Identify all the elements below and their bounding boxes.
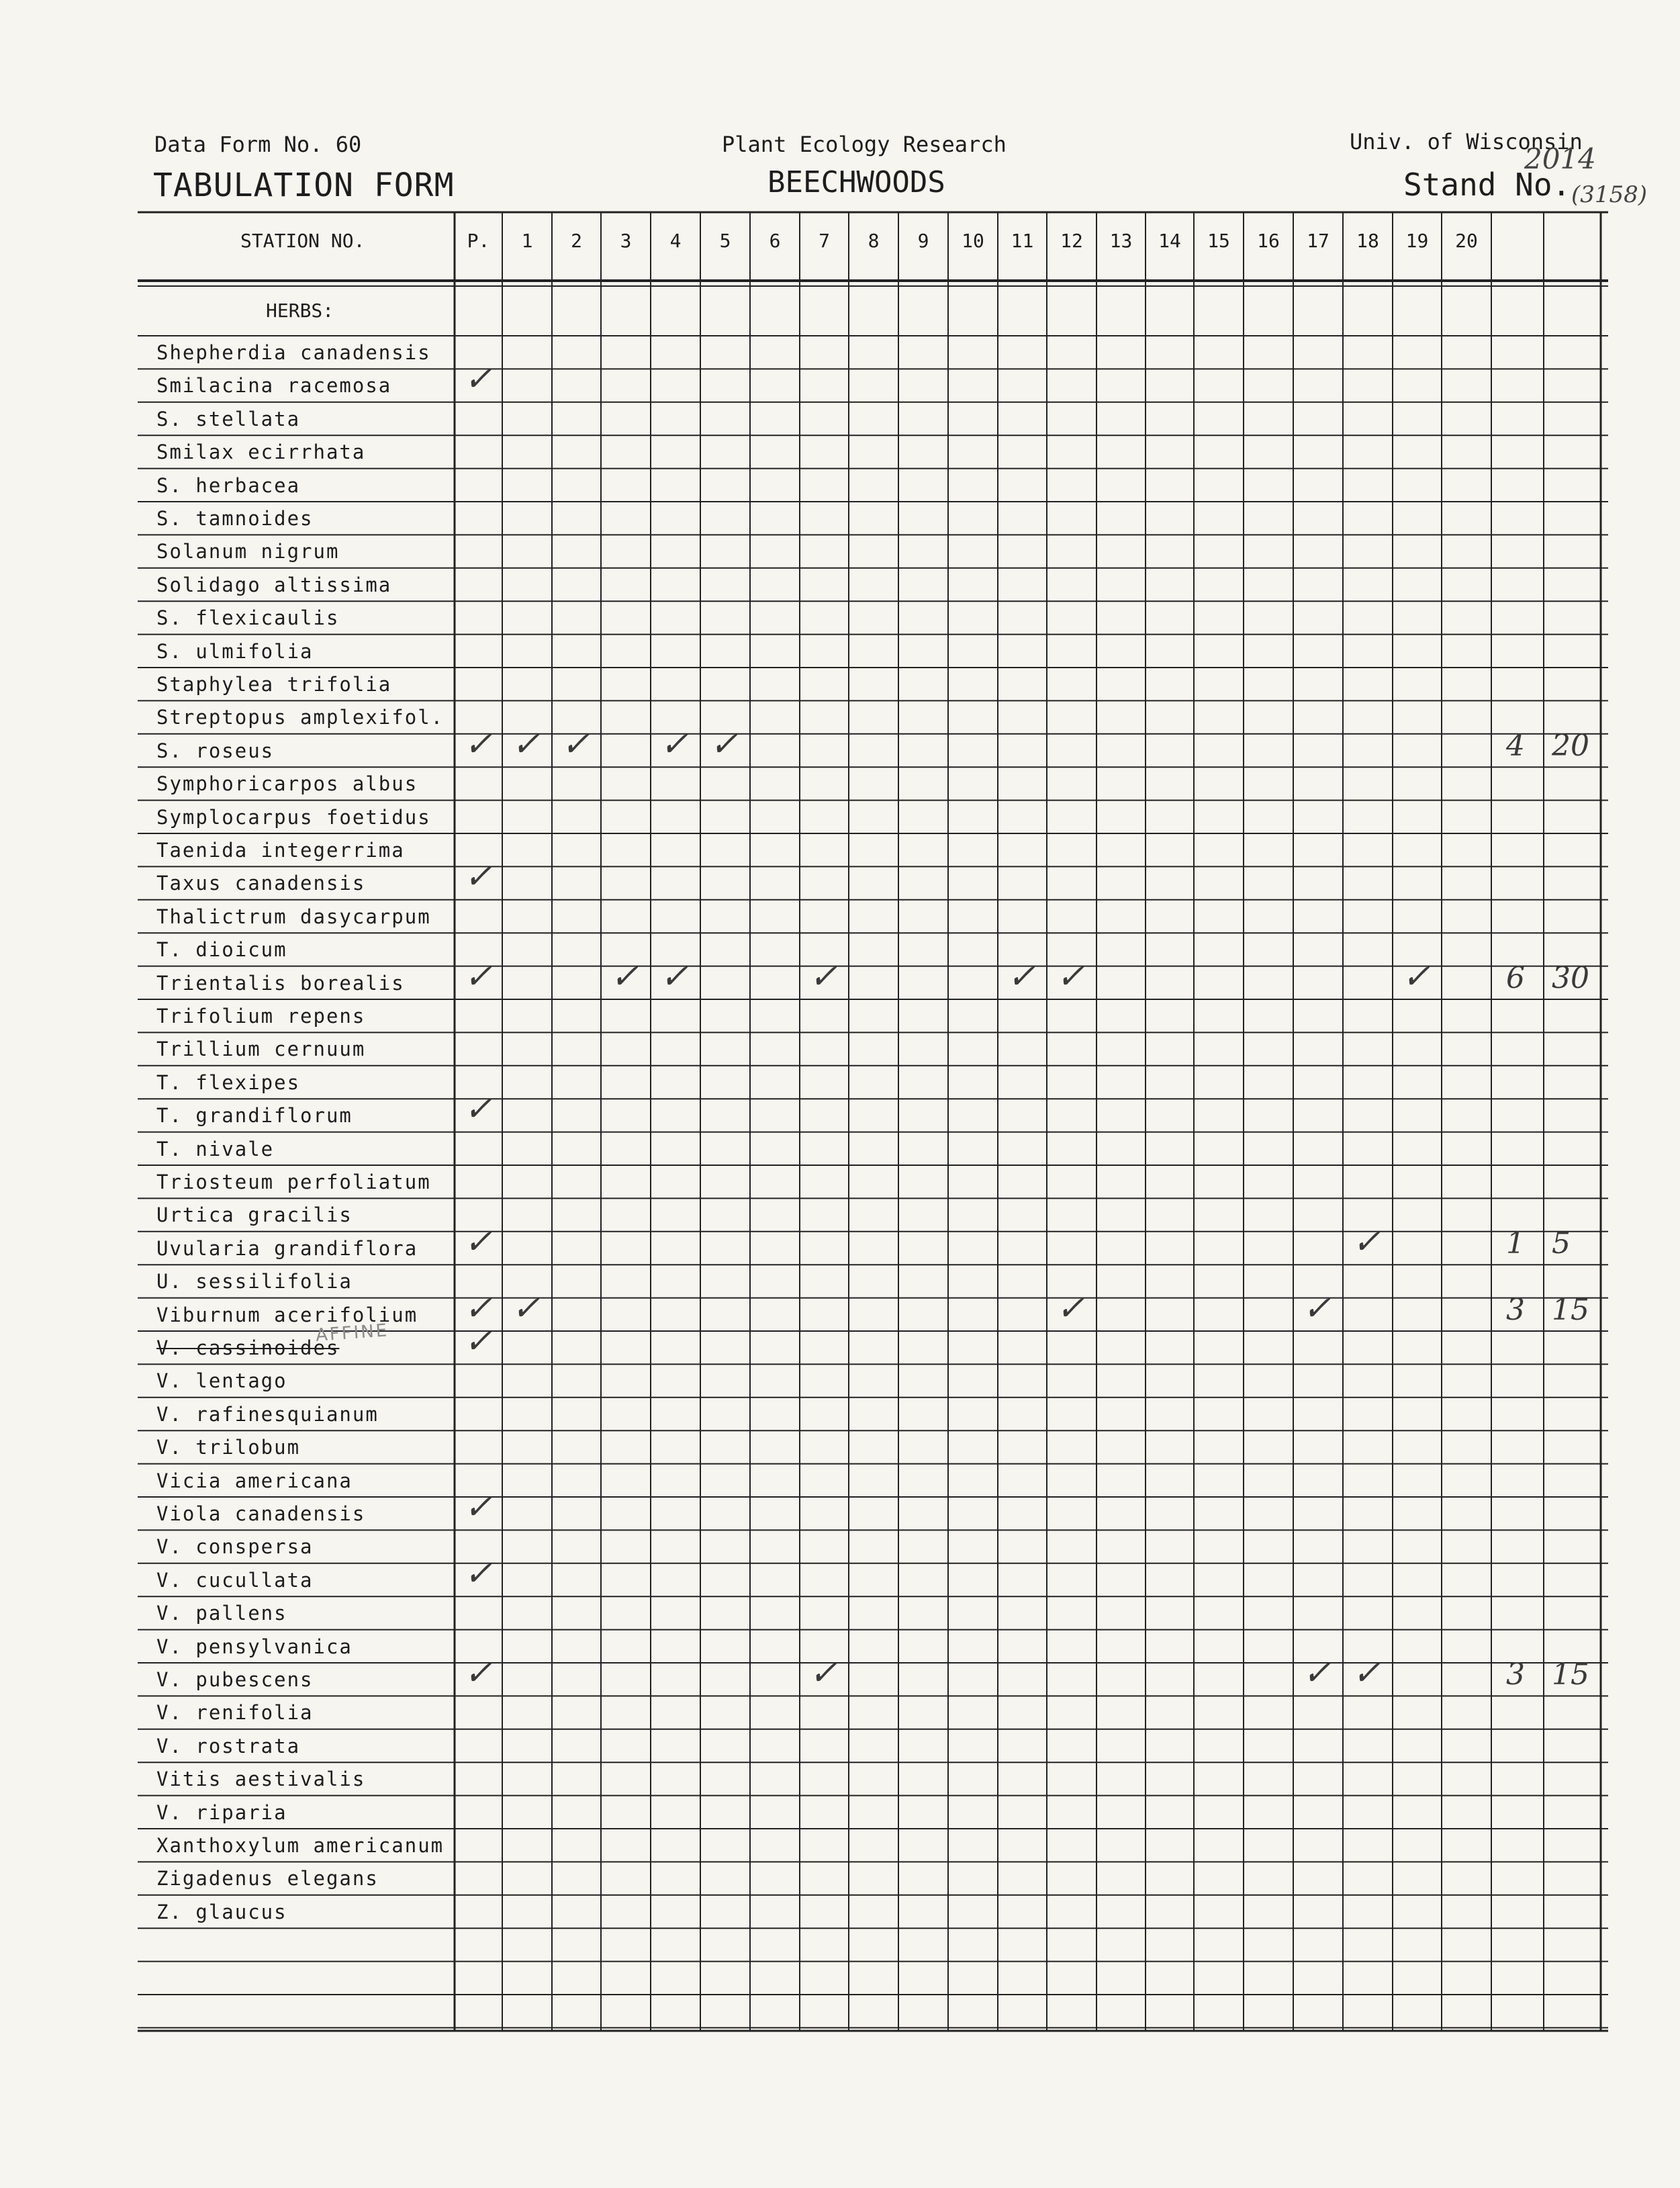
species-name: Smilax ecirrhata bbox=[156, 441, 366, 464]
species-name: Solidago altissima bbox=[156, 573, 392, 596]
species-name: Taxus canadensis bbox=[156, 872, 366, 895]
check-mark: ✓ bbox=[1352, 1653, 1381, 1692]
tally-count: 3 bbox=[1506, 1657, 1525, 1692]
check-mark: ✓ bbox=[464, 359, 492, 399]
check-mark: ✓ bbox=[464, 1288, 492, 1328]
species-name: Solanum nigrum bbox=[156, 540, 340, 563]
check-mark: ✓ bbox=[660, 956, 688, 996]
species-name: V. pensylvanica bbox=[156, 1635, 353, 1658]
check-mark: ✓ bbox=[464, 1553, 492, 1593]
check-mark: ✓ bbox=[610, 956, 639, 996]
column-header: 16 bbox=[1257, 230, 1280, 252]
tally-percent: 15 bbox=[1552, 1292, 1589, 1327]
species-name: Xanthoxylum americanum bbox=[156, 1834, 445, 1857]
column-header: 20 bbox=[1455, 230, 1478, 252]
species-name: U. sessilifolia bbox=[156, 1270, 353, 1293]
check-mark: ✓ bbox=[512, 724, 540, 764]
species-name: V. rafinesquianum bbox=[156, 1402, 379, 1426]
column-header: 17 bbox=[1307, 230, 1329, 252]
species-name: V. cucullata bbox=[156, 1568, 314, 1592]
column-header: 1 bbox=[521, 230, 533, 252]
species-name: Staphylea trifolia bbox=[156, 673, 392, 696]
species-name: S. flexicaulis bbox=[156, 606, 340, 630]
column-header: 18 bbox=[1356, 230, 1379, 252]
column-header: 15 bbox=[1207, 230, 1230, 252]
column-header: 12 bbox=[1060, 230, 1083, 252]
check-mark: ✓ bbox=[710, 724, 738, 764]
species-name: Viola canadensis bbox=[156, 1502, 366, 1525]
check-mark: ✓ bbox=[464, 1222, 492, 1261]
species-name: Symphoricarpos albus bbox=[156, 772, 418, 796]
column-header: 11 bbox=[1011, 230, 1034, 252]
species-name: V. pallens bbox=[156, 1602, 287, 1625]
species-name: Smilacina racemosa bbox=[156, 374, 392, 398]
tally-count: 6 bbox=[1506, 960, 1525, 995]
check-mark: ✓ bbox=[1352, 1222, 1381, 1261]
species-name: T. grandiflorum bbox=[156, 1104, 353, 1128]
species-name: V. rostrata bbox=[156, 1734, 301, 1758]
column-header: P. bbox=[467, 230, 490, 252]
check-mark: ✓ bbox=[1303, 1653, 1331, 1692]
species-name: Viburnum acerifolium bbox=[156, 1303, 418, 1326]
form-title: TABULATION FORM bbox=[153, 167, 455, 204]
check-mark: ✓ bbox=[464, 956, 492, 996]
herbs-heading: HERBS: bbox=[266, 300, 334, 322]
university-name: Univ. of Wisconsin bbox=[1350, 129, 1583, 154]
tally-percent: 15 bbox=[1552, 1657, 1589, 1692]
species-name: S. stellata bbox=[156, 407, 301, 430]
tally-count: 4 bbox=[1506, 728, 1525, 763]
column-header: 9 bbox=[917, 230, 929, 252]
species-name: S. ulmifolia bbox=[156, 639, 314, 663]
species-name: Uvularia grandiflora bbox=[156, 1236, 418, 1260]
research-heading: Plant Ecology Research bbox=[722, 132, 1007, 157]
column-header: 8 bbox=[868, 230, 880, 252]
check-mark: ✓ bbox=[1303, 1288, 1331, 1328]
species-name: V. lentago bbox=[156, 1369, 287, 1393]
species-name: S. herbacea bbox=[156, 473, 301, 497]
species-name: Vicia americana bbox=[156, 1469, 353, 1492]
check-mark: ✓ bbox=[809, 1653, 837, 1692]
column-header: 14 bbox=[1158, 230, 1181, 252]
check-mark: ✓ bbox=[464, 1322, 492, 1361]
column-header: 19 bbox=[1405, 230, 1429, 252]
species-name: Zigadenus elegans bbox=[156, 1867, 379, 1890]
species-name: T. nivale bbox=[156, 1137, 275, 1160]
tally-percent: 30 bbox=[1552, 960, 1589, 995]
affine-annotation: AFFINE bbox=[315, 1320, 390, 1346]
column-header: 3 bbox=[620, 230, 632, 252]
species-name: Taenida integerrima bbox=[156, 839, 405, 862]
species-name: S. roseus bbox=[156, 739, 275, 762]
species-name: Vitis aestivalis bbox=[156, 1768, 366, 1791]
check-mark: ✓ bbox=[464, 724, 492, 764]
column-header: 10 bbox=[962, 230, 984, 252]
station-number-label: STATION NO. bbox=[240, 230, 365, 252]
check-mark: ✓ bbox=[1056, 956, 1084, 996]
species-name: Triosteum perfoliatum bbox=[156, 1171, 431, 1193]
species-name: Trientalis borealis bbox=[156, 971, 405, 995]
species-name: Urtica gracilis bbox=[156, 1203, 353, 1227]
tally-percent: 5 bbox=[1552, 1226, 1571, 1261]
species-name: Z. glaucus bbox=[156, 1900, 287, 1923]
species-name: T. dioicum bbox=[156, 938, 287, 962]
check-mark: ✓ bbox=[464, 1089, 492, 1129]
stand-number-alt-handwritten: (3158) bbox=[1571, 181, 1648, 208]
check-mark: ✓ bbox=[464, 857, 492, 897]
tally-percent: 20 bbox=[1552, 728, 1589, 763]
species-name: Trifolium repens bbox=[156, 1005, 366, 1028]
species-name: V. riparia bbox=[156, 1800, 287, 1824]
column-header: 2 bbox=[571, 230, 582, 252]
species-name: Shepherdia canadensis bbox=[156, 341, 431, 364]
tally-count: 1 bbox=[1506, 1226, 1525, 1261]
species-name: Trillium cernuum bbox=[156, 1038, 366, 1061]
species-name: Symplocarpus foetidus bbox=[156, 805, 431, 829]
species-name: S. tamnoides bbox=[156, 507, 314, 530]
column-header: 7 bbox=[819, 230, 830, 252]
column-header: 4 bbox=[669, 230, 682, 252]
check-mark: ✓ bbox=[561, 724, 590, 764]
species-name: T. flexipes bbox=[156, 1070, 301, 1094]
species-name: V. cassinoides bbox=[156, 1336, 340, 1359]
study-title: BEECHWOODS bbox=[767, 165, 945, 199]
column-header: 5 bbox=[719, 230, 731, 252]
check-mark: ✓ bbox=[809, 956, 837, 996]
species-name: V. pubescens bbox=[156, 1668, 314, 1691]
species-name: V. renifolia bbox=[156, 1701, 314, 1725]
species-name: V. conspersa bbox=[156, 1535, 314, 1559]
check-mark: ✓ bbox=[1007, 956, 1035, 996]
stand-number-handwritten: 2014 bbox=[1524, 142, 1596, 175]
check-mark: ✓ bbox=[464, 1653, 492, 1692]
form-number: Data Form No. 60 bbox=[154, 132, 362, 157]
column-header: 6 bbox=[769, 230, 781, 252]
tally-count: 3 bbox=[1506, 1292, 1525, 1327]
check-mark: ✓ bbox=[1402, 956, 1430, 996]
column-header: 13 bbox=[1109, 230, 1133, 252]
check-mark: ✓ bbox=[512, 1288, 540, 1328]
check-mark: ✓ bbox=[660, 724, 688, 764]
check-mark: ✓ bbox=[1056, 1288, 1084, 1328]
stand-number-label: Stand No. bbox=[1403, 167, 1571, 203]
species-name: Thalictrum dasycarpum bbox=[156, 905, 431, 928]
check-mark: ✓ bbox=[464, 1488, 492, 1526]
species-name: Streptopus amplexifol. bbox=[156, 706, 445, 729]
species-name: V. trilobum bbox=[156, 1436, 301, 1459]
